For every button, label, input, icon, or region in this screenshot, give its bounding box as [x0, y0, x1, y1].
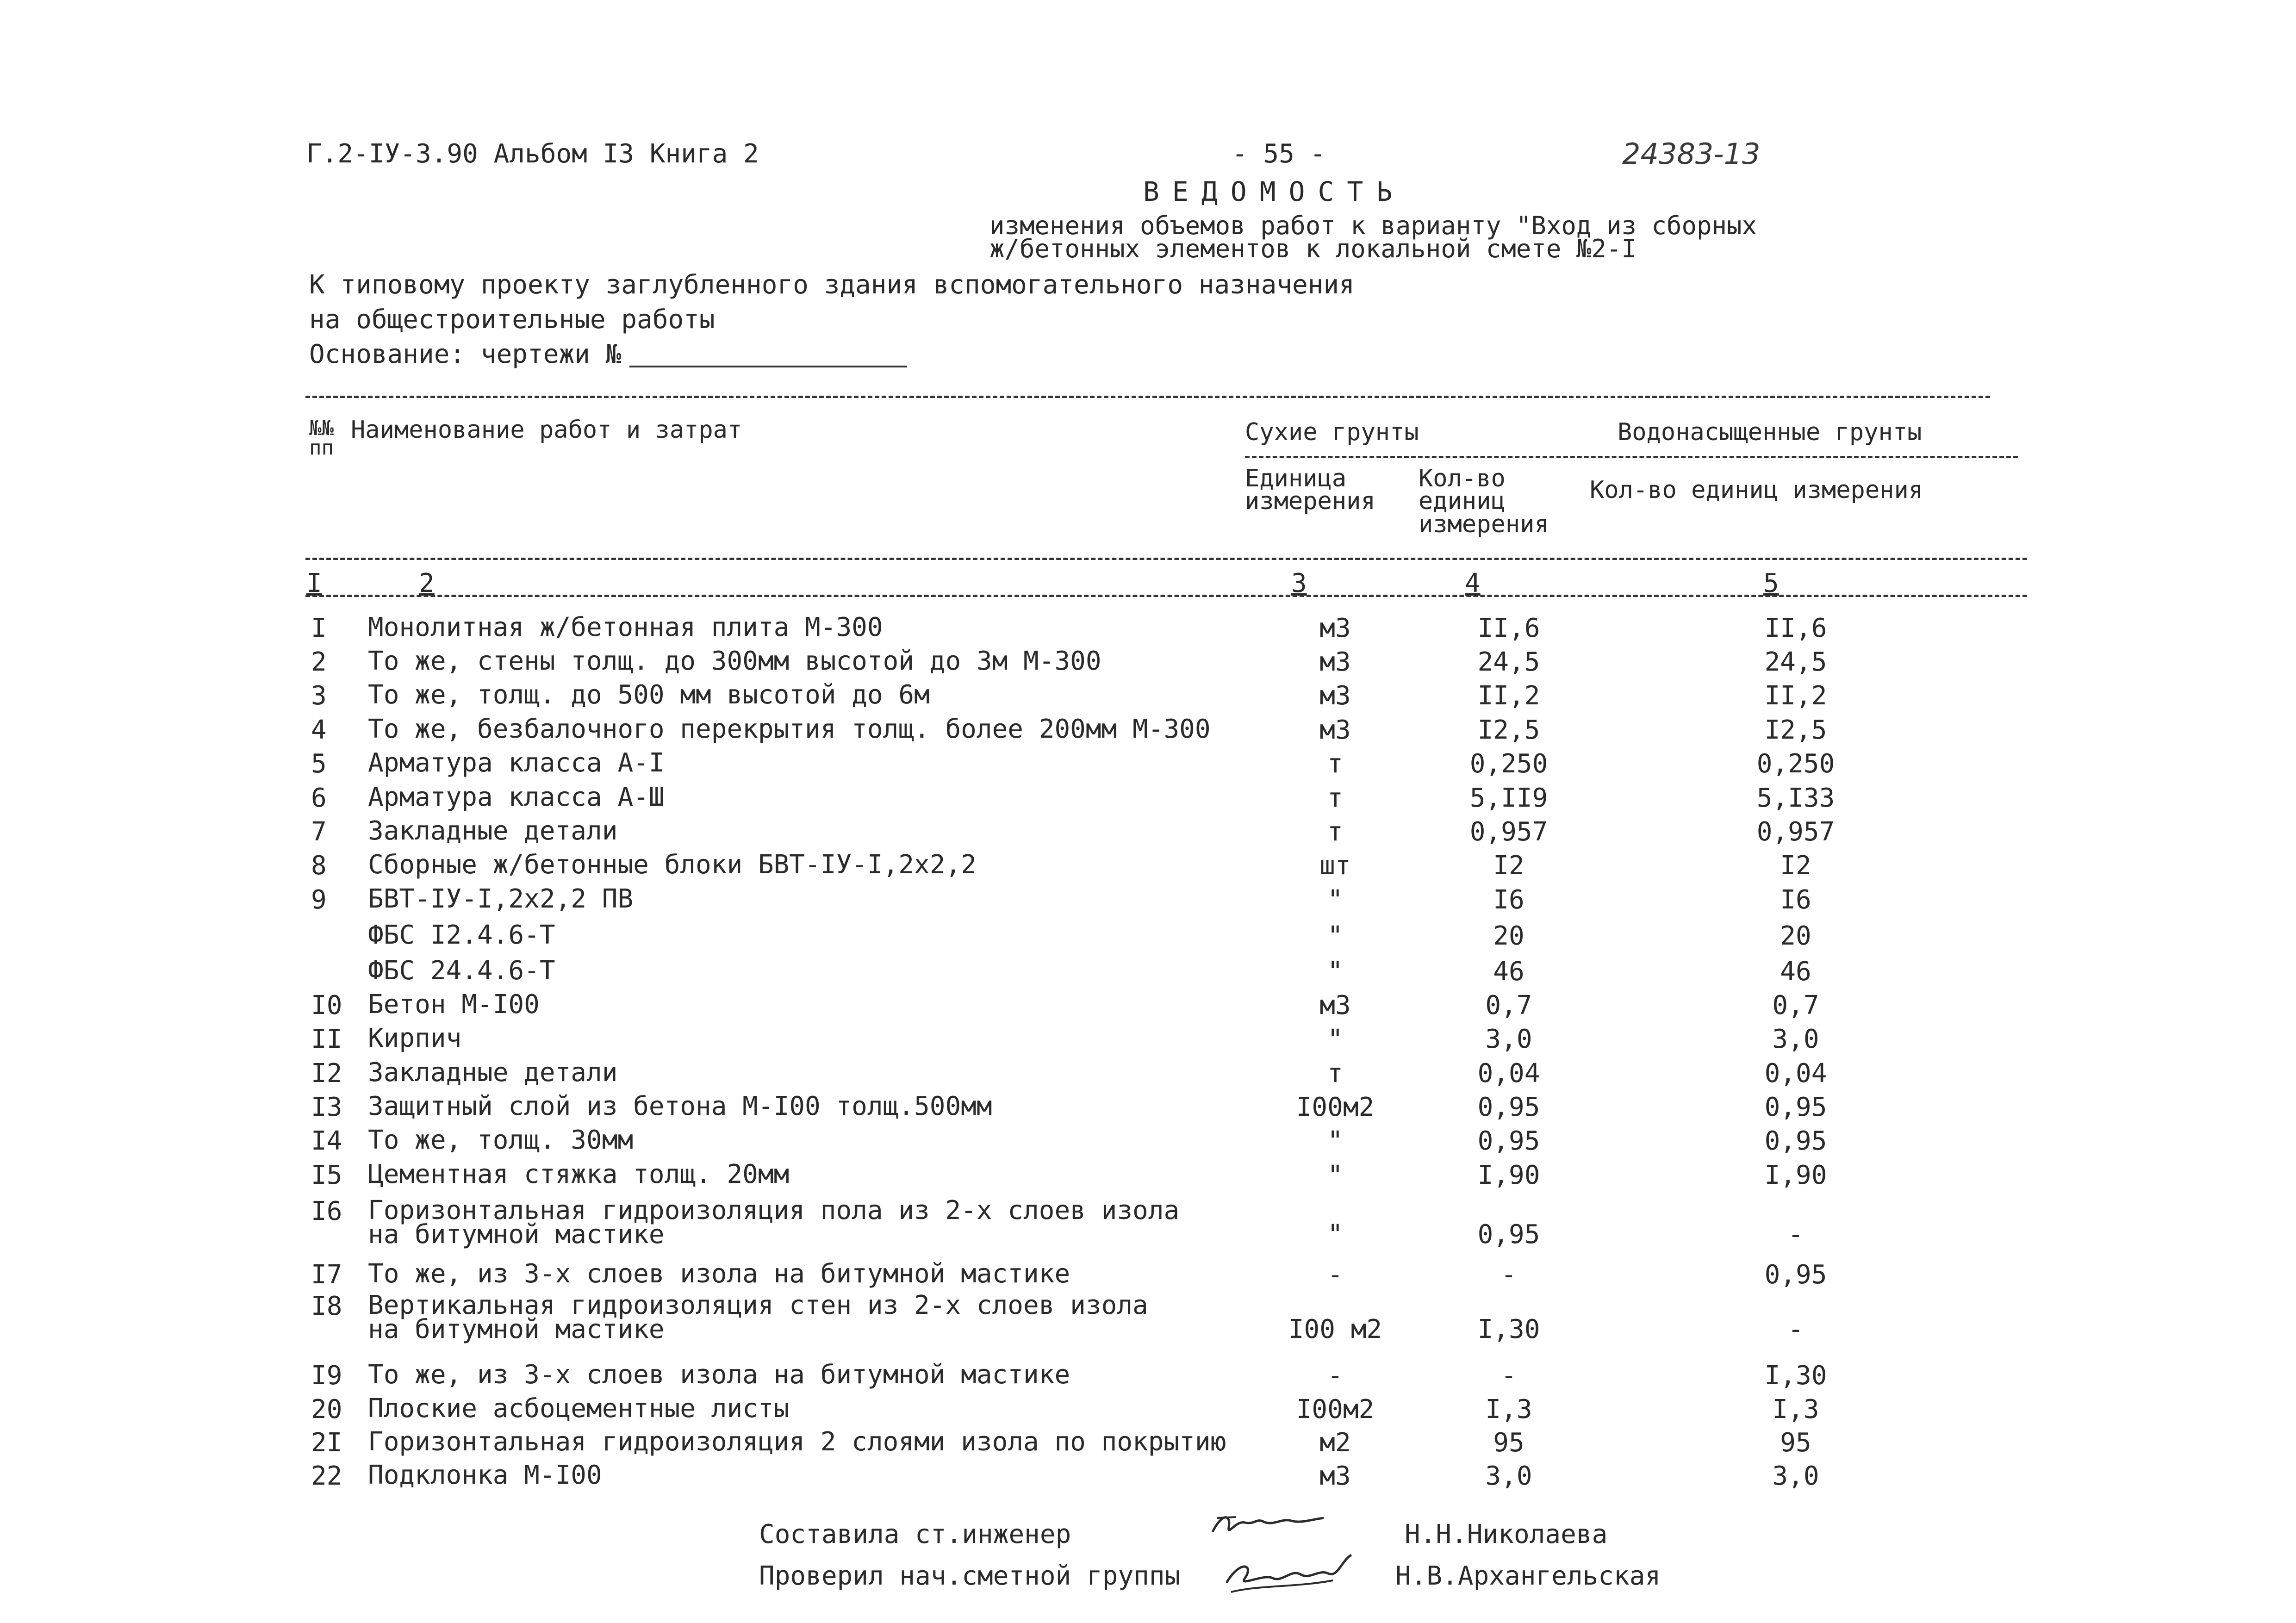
basis-blank-field — [629, 345, 907, 367]
table-row — [0, 816, 2296, 852]
row-name: Бетон М-I00 — [368, 989, 540, 1020]
document-subtitle-line2: ж/бетонных элементов к локальной смете №2-I — [989, 234, 1636, 263]
col-head-num: №№ пп — [309, 417, 334, 460]
row-number: I8 — [311, 1291, 342, 1321]
col-number-5: 5 — [1763, 568, 1779, 598]
row-name: Арматура класса А-Ш — [368, 782, 665, 812]
row-qty-wet: - — [1788, 1314, 1804, 1344]
row-name: Кирпич — [368, 1023, 462, 1053]
row-name: То же, из 3-х слоев изола на битумной мастике — [368, 1360, 1070, 1390]
row-number: 8 — [311, 851, 327, 881]
row-qty-dry: - — [1501, 1361, 1517, 1391]
row-qty-wet: 0,95 — [1764, 1092, 1827, 1122]
col-head-qty-wet: Кол-во единиц измерения — [1590, 476, 1923, 504]
table-row — [0, 1360, 2296, 1395]
row-qty-wet: 0,250 — [1756, 749, 1835, 779]
row-qty-wet: I2 — [1780, 851, 1811, 881]
row-name: То же, из 3-х слоев изола на битумной мастике — [368, 1259, 1070, 1289]
document-number: 24383-13 — [1622, 137, 1761, 171]
document-subtitle-line1: изменения объемов работ к варианту "Вход из сборных — [989, 211, 1757, 240]
row-qty-wet: - — [1788, 1219, 1804, 1250]
table-row — [0, 884, 2296, 920]
table-row — [0, 1259, 2296, 1294]
row-unit: т — [1327, 817, 1343, 847]
row-qty-dry: 46 — [1493, 957, 1524, 987]
row-number: I0 — [311, 990, 342, 1020]
group-rule — [1245, 456, 2018, 458]
table-row — [0, 1427, 2296, 1462]
row-unit: I00м2 — [1296, 1394, 1375, 1424]
document-title: ВЕДОМОСТЬ — [1143, 176, 1406, 207]
row-unit: " — [1327, 1024, 1343, 1054]
row-number: I3 — [311, 1092, 342, 1122]
table-row — [0, 1195, 2296, 1254]
row-number: 6 — [311, 783, 327, 813]
row-name: Горизонтальная гидроизоляция пола из 2-х слоев изола на битумной мастике — [368, 1195, 1180, 1250]
row-number: 5 — [311, 749, 327, 779]
row-qty-dry: 3,0 — [1485, 1024, 1532, 1054]
row-number: I2 — [311, 1058, 342, 1088]
table-row — [0, 1023, 2296, 1059]
table-row — [0, 920, 2296, 956]
basis-label: Основание: чертежи № — [309, 339, 622, 369]
row-number: 22 — [311, 1461, 342, 1491]
table-row — [0, 1460, 2296, 1496]
row-name: То же, толщ. до 500 мм высотой до 6м — [368, 680, 930, 710]
col-number-3: 3 — [1291, 568, 1307, 598]
row-unit: т — [1327, 783, 1343, 813]
row-qty-dry: 0,95 — [1477, 1126, 1540, 1156]
row-qty-wet: 0,95 — [1764, 1260, 1827, 1290]
row-unit: " — [1327, 1160, 1343, 1190]
col-head-qty-dry: Кол-во единиц измерения — [1419, 465, 1549, 538]
table-row — [0, 782, 2296, 818]
row-qty-dry: 0,957 — [1469, 817, 1548, 847]
row-unit: м3 — [1319, 613, 1351, 643]
row-unit: шт — [1319, 851, 1351, 881]
row-qty-dry: 20 — [1493, 921, 1524, 951]
row-number: 7 — [311, 817, 327, 847]
row-qty-wet: 0,957 — [1756, 817, 1835, 847]
row-unit: " — [1327, 1219, 1343, 1250]
compiled-by-name: Н.Н.Николаева — [1405, 1519, 1608, 1549]
row-number: I — [311, 613, 327, 643]
row-qty-dry: II,6 — [1477, 613, 1540, 643]
row-qty-wet: 95 — [1780, 1428, 1811, 1458]
table-row — [0, 1393, 2296, 1429]
row-qty-dry: I,3 — [1485, 1394, 1532, 1424]
row-name: То же, толщ. 30мм — [368, 1125, 634, 1155]
table-row — [0, 1290, 2296, 1349]
row-qty-wet: 0,95 — [1764, 1126, 1827, 1156]
row-name: ФБС 24.4.6-Т — [368, 956, 555, 986]
lead-line2: на общестроительные работы — [309, 305, 715, 335]
row-number: I7 — [311, 1260, 342, 1290]
row-qty-wet: II,2 — [1764, 681, 1827, 711]
signature-checked — [1213, 1541, 1379, 1606]
col-number-1: I — [306, 568, 322, 598]
row-name: Подклонка М-I00 — [368, 1460, 602, 1490]
row-number: 20 — [311, 1394, 342, 1424]
row-name: То же, безбалочного перекрытия толщ. более 200мм М-300 — [368, 714, 1211, 744]
row-name: Вертикальная гидроизоляция стен из 2-х слоев изола на битумной мастике — [368, 1290, 1148, 1344]
row-qty-wet: II,6 — [1764, 613, 1827, 643]
row-number: I4 — [311, 1126, 342, 1156]
row-qty-wet: 20 — [1780, 921, 1811, 951]
compiled-by-role: Составила ст.инженер — [759, 1519, 1071, 1549]
row-number: 2 — [311, 647, 327, 677]
row-qty-dry: I2,5 — [1477, 715, 1540, 745]
colnum-rule — [305, 595, 2027, 597]
checked-by-role: Проверил нач.сметной группы — [759, 1561, 1181, 1591]
document-code: Г.2-IУ-3.90 Альбом I3 Книга 2 — [306, 139, 759, 169]
row-qty-wet: 24,5 — [1764, 647, 1827, 677]
row-qty-wet: 0,7 — [1772, 990, 1819, 1020]
row-unit: м3 — [1319, 1461, 1351, 1491]
row-number: I9 — [311, 1361, 342, 1391]
row-unit: " — [1327, 1126, 1343, 1156]
row-number: I6 — [311, 1196, 342, 1226]
row-qty-dry: 0,04 — [1477, 1058, 1540, 1088]
row-unit: м3 — [1319, 990, 1351, 1020]
col-head-name: Наименование работ и затрат — [351, 416, 742, 444]
row-name: Горизонтальная гидроизоляция 2 слоями изола по покрытию — [368, 1427, 1226, 1457]
table-row — [0, 646, 2296, 682]
lead-line1: К типовому проекту заглубленного здания вспомогательного назначения — [309, 270, 1355, 300]
row-number: 4 — [311, 715, 327, 745]
row-unit: I00м2 — [1296, 1092, 1375, 1122]
table-row — [0, 748, 2296, 784]
row-qty-dry: I,30 — [1477, 1314, 1540, 1344]
row-qty-wet: I,90 — [1764, 1160, 1827, 1190]
row-unit: м3 — [1319, 681, 1351, 711]
row-qty-wet: 3,0 — [1772, 1461, 1819, 1491]
row-qty-dry: I2 — [1493, 851, 1524, 881]
row-qty-wet: I,30 — [1764, 1361, 1827, 1391]
row-number: 3 — [311, 681, 327, 711]
row-number: I5 — [311, 1160, 342, 1190]
row-qty-wet: 5,I33 — [1756, 783, 1835, 813]
row-qty-dry: I,90 — [1477, 1160, 1540, 1190]
col-head-dry: Сухие грунты — [1245, 418, 1419, 446]
lead-line3 — [309, 339, 907, 369]
row-number: 9 — [311, 885, 327, 915]
row-unit: м3 — [1319, 647, 1351, 677]
table-row — [0, 612, 2296, 648]
table-row — [0, 1159, 2296, 1195]
col-number-2: 2 — [419, 568, 435, 598]
row-unit: м2 — [1319, 1428, 1351, 1458]
row-qty-dry: 3,0 — [1485, 1461, 1532, 1491]
row-name: Цементная стяжка толщ. 20мм — [368, 1159, 790, 1189]
row-qty-wet: I,3 — [1772, 1394, 1819, 1424]
table-row — [0, 1057, 2296, 1093]
col-number-4: 4 — [1465, 568, 1481, 598]
row-qty-dry: 0,7 — [1485, 990, 1532, 1020]
table-row — [0, 956, 2296, 991]
row-name: Арматура класса А-I — [368, 748, 665, 778]
row-unit: " — [1327, 957, 1343, 987]
row-unit: " — [1327, 885, 1343, 915]
table-row — [0, 714, 2296, 750]
row-qty-dry: II,2 — [1477, 681, 1540, 711]
row-name: Защитный слой из бетона М-I00 толщ.500мм — [368, 1091, 992, 1121]
table-row — [0, 1091, 2296, 1127]
row-unit: - — [1327, 1361, 1343, 1391]
table-top-rule — [305, 396, 1990, 398]
row-qty-wet: 3,0 — [1772, 1024, 1819, 1054]
row-unit: т — [1327, 749, 1343, 779]
row-name: БВТ-IУ-I,2х2,2 ПВ — [368, 884, 634, 914]
page-number: - 55 - — [1232, 139, 1326, 169]
row-qty-dry: 5,II9 — [1469, 783, 1548, 813]
row-number: II — [311, 1024, 342, 1054]
table-row — [0, 850, 2296, 885]
col-head-wet: Водонасыщенные грунты — [1618, 418, 1922, 446]
row-name: Закладные детали — [368, 816, 618, 846]
row-qty-dry: 0,95 — [1477, 1219, 1540, 1250]
row-qty-dry: 0,250 — [1469, 749, 1548, 779]
head-bottom-rule — [305, 558, 2027, 560]
row-qty-wet: 0,04 — [1764, 1058, 1827, 1088]
row-qty-wet: I6 — [1780, 885, 1811, 915]
row-qty-dry: 95 — [1493, 1428, 1524, 1458]
row-qty-dry: 0,95 — [1477, 1092, 1540, 1122]
table-row — [0, 680, 2296, 715]
row-name: То же, стены толщ. до 300мм высотой до 3м М-300 — [368, 646, 1101, 676]
row-qty-wet: 46 — [1780, 957, 1811, 987]
row-name: Плоские асбоцементные листы — [368, 1393, 790, 1424]
col-head-unit: Единица измерения — [1245, 465, 1375, 516]
row-qty-dry: 24,5 — [1477, 647, 1540, 677]
checked-by-name: Н.В.Архангельская — [1395, 1561, 1661, 1591]
row-unit: м3 — [1319, 715, 1351, 745]
row-name: Монолитная ж/бетонная плита М-300 — [368, 612, 883, 642]
row-qty-wet: I2,5 — [1764, 715, 1827, 745]
row-name: Закладные детали — [368, 1057, 618, 1088]
row-unit: т — [1327, 1058, 1343, 1088]
row-number: 2I — [311, 1428, 342, 1458]
row-name: ФБС I2.4.6-Т — [368, 920, 555, 950]
row-unit: I00 м2 — [1288, 1314, 1382, 1344]
row-qty-dry: I6 — [1493, 885, 1524, 915]
table-row — [0, 1125, 2296, 1161]
row-unit: " — [1327, 921, 1343, 951]
row-qty-dry: - — [1501, 1260, 1517, 1290]
row-name: Сборные ж/бетонные блоки БВТ-IУ-I,2х2,2 — [368, 850, 977, 880]
row-unit: - — [1327, 1260, 1343, 1290]
table-row — [0, 989, 2296, 1025]
